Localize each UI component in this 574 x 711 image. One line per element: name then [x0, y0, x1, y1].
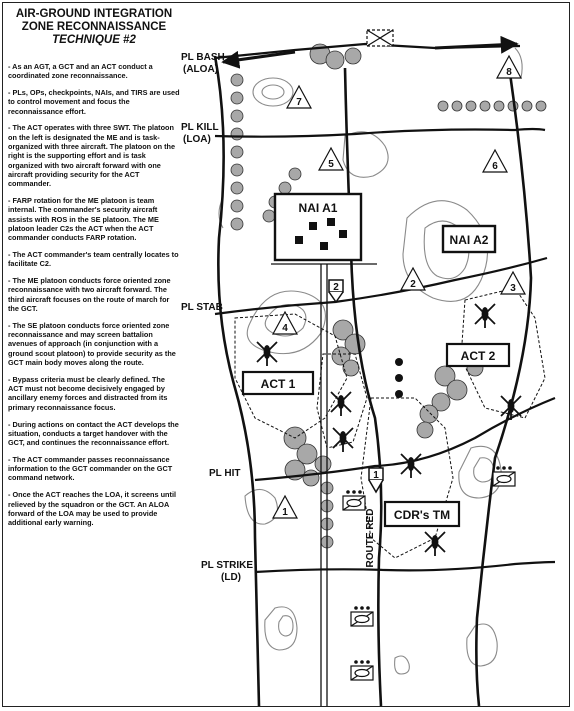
route-red-label: ROUTE RED	[365, 508, 376, 568]
act1-label: ACT 1	[260, 377, 296, 391]
pl-bash-label: PL BASH	[181, 52, 225, 63]
pl-bash-sub-label: (ALOA)	[183, 64, 218, 75]
op-number: 3	[510, 283, 516, 294]
bullet-item: - The ACT operates with three SWT. The platoon on the left is designated the ME and is task-organized with three aircraft. The platoon on the right is the supporting effort and is task organized with two aircraft forward with one aircraft providing security for the ACT commander.	[8, 123, 176, 189]
pl-hit-label: PL HIT	[209, 468, 241, 479]
diagram-title	[4, 8, 184, 47]
pl-strike-label: PL STRIKE	[201, 560, 254, 571]
ellipsis-dots	[395, 358, 403, 398]
bullet-item: - As an AGT, a GCT and an ACT conduct a coordinated zone reconnaissance.	[8, 62, 153, 81]
bullet-item: - FARP rotation for the ME platoon is team internal. The commander's security aircraft assists with ROS in the SE platoon. The ME platoon leader C2s the ACT when the ACT commander conducts FARP rotation.	[8, 196, 159, 243]
cdr-tm-label: CDR's TM	[393, 508, 451, 522]
bullet-item: - The ACT commander passes reconnaissance information to the GCT commander on the GCT command network.	[8, 454, 173, 483]
bullet-item: - The ACT commander's team centrally locates to facilitate C2.	[8, 250, 179, 269]
bullet-item: - Once the ACT reaches the LOA, it screens until relieved by the squadron or the GCT. An ALOA forward of the LOA may be used to provide additional early warning.	[8, 490, 177, 528]
op-number: 1	[282, 507, 288, 518]
pl-stab-label: PL STAB	[181, 302, 223, 313]
op-number: 8	[506, 67, 512, 78]
title-line-3: TECHNIQUE #2	[52, 34, 136, 46]
op-number: 7	[296, 97, 302, 108]
checkpoint-number: 2	[333, 282, 339, 293]
pl-kill-label: PL KILL	[181, 122, 219, 133]
bullet-item: - Bypass criteria must be clearly defined. The ACT must not become decisively engaged by ancillary enemy forces and distracted from its primary reconnaissance focus.	[8, 374, 168, 412]
pl-strike-sub-label: (LD)	[221, 572, 241, 583]
nai-a2-label: NAI A2	[449, 233, 489, 247]
phase-lines	[215, 44, 555, 572]
bullet-item: - The ME platoon conducts force oriented zone reconnaissance with two aircraft forward. The third aircraft focuses on the route of march for the GCT.	[8, 276, 171, 314]
bullet-item: - During actions on contact the ACT develops the situation, conducts a target handover with the GCT, and continues the reconnaissance effort.	[8, 419, 179, 448]
act2-label: ACT 2	[460, 349, 496, 363]
bullet-list	[8, 62, 180, 535]
title-line-1: AIR-GROUND INTEGRATION	[15, 8, 173, 20]
op-number: 4	[282, 323, 288, 334]
title-line-2: ZONE RECONNAISSANCE	[21, 21, 167, 33]
bullet-item: - The SE platoon conducts force oriented zone reconnaissance and may screen battalion avenues of approach (in conjunction with a ground scout platoon) to provide security as the GCT main body moves along the route.	[8, 320, 176, 368]
pl-kill-sub-label: (LOA)	[183, 134, 211, 145]
bullet-item: - PLs, OPs, checkpoints, NAIs, and TIRS are used to control movement and focus the reconnaissance effort.	[8, 88, 180, 116]
op-number: 2	[410, 279, 416, 290]
op-number: 5	[328, 159, 334, 170]
checkpoint-number: 1	[373, 470, 379, 481]
checkpoint-pennant-icon	[329, 280, 383, 492]
zone-map	[175, 18, 571, 706]
op-number: 6	[492, 161, 498, 172]
nai-a1-label: NAI A1	[298, 201, 338, 215]
